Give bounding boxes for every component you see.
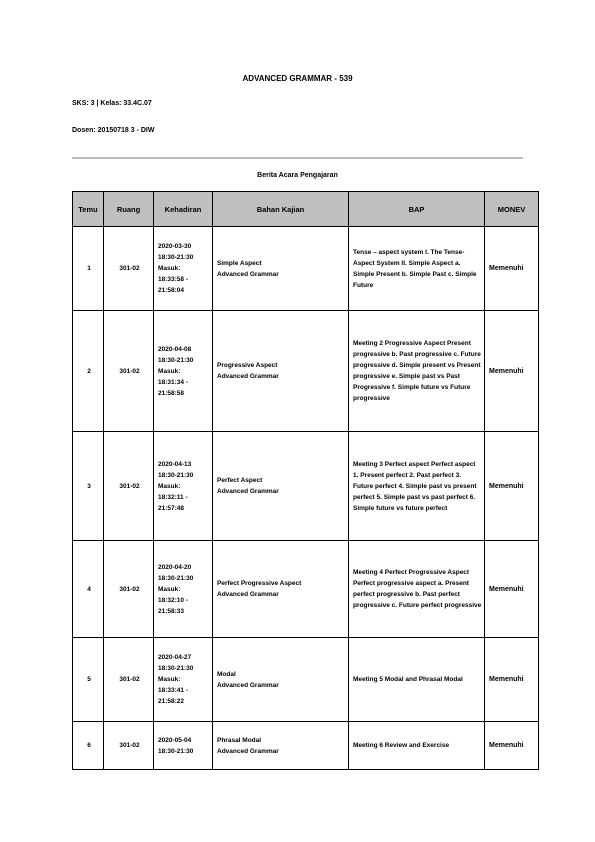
cell-bahan-kajian: Simple Aspect Advanced Grammar	[213, 227, 349, 311]
cell-kehadiran: 2020-04-08 18:30-21:30 Masuk: 18:31:34 - 21:58:58	[154, 311, 213, 432]
col-header-bap: BAP	[349, 192, 485, 227]
cell-kehadiran: 2020-04-20 18:30-21:30 Masuk: 18:32:10 - 21:58:33	[154, 541, 213, 638]
cell-kehadiran: 2020-05-04 18:30-21:30	[154, 722, 213, 770]
cell-monev: Memenuhi	[485, 227, 539, 311]
cell-kehadiran: 2020-03-30 18:30-21:30 Masuk: 18:33:58 - 21:58:04	[154, 227, 213, 311]
cell-ruang: 301-02	[104, 638, 154, 722]
cell-temu: 1	[73, 227, 104, 311]
cell-monev: Memenuhi	[485, 638, 539, 722]
table-row	[73, 722, 539, 770]
cell-bap: Meeting 3 Perfect aspect Perfect aspect 1. Present perfect 2. Past perfect 3. Future perfect 4. Simple past vs present perfect 5. Simple past vs past perfect 6. Simple future vs future perfect	[349, 432, 485, 541]
cell-temu: 6	[73, 722, 104, 770]
document-title: ADVANCED GRAMMAR - 539	[242, 74, 353, 83]
cell-monev: Memenuhi	[485, 432, 539, 541]
table-header-row	[73, 192, 539, 227]
cell-ruang: 301-02	[104, 541, 154, 638]
cell-bahan-kajian: Phrasal Modal Advanced Grammar	[213, 722, 349, 770]
cell-temu: 2	[73, 311, 104, 432]
table-row	[73, 432, 539, 541]
cell-monev: Memenuhi	[485, 311, 539, 432]
cell-kehadiran: 2020-04-13 18:30-21:30 Masuk: 18:32:11 - 21:57:48	[154, 432, 213, 541]
cell-ruang: 301-02	[104, 432, 154, 541]
col-header-monev: MONEV	[485, 192, 539, 227]
cell-bap: Tense – aspect system I. The Tense-Aspect System II. Simple Aspect a. Simple Present b. Simple Past c. Simple Future	[349, 227, 485, 311]
cell-bap: Meeting 6 Review and Exercise	[349, 722, 485, 770]
col-header-bahan-kajian: Bahan Kajian	[213, 192, 349, 227]
table-row	[73, 227, 539, 311]
cell-monev: Memenuhi	[485, 541, 539, 638]
cell-temu: 4	[73, 541, 104, 638]
col-header-temu: Temu	[73, 192, 104, 227]
col-header-kehadiran: Kehadiran	[154, 192, 213, 227]
sks-class-line: SKS: 3 | Kelas: 33.4C.07	[72, 100, 152, 107]
cell-ruang: 301-02	[104, 311, 154, 432]
table-caption: Berita Acara Pengajaran	[257, 172, 338, 179]
table-row	[73, 541, 539, 638]
cell-bahan-kajian: Modal Advanced Grammar	[213, 638, 349, 722]
cell-bahan-kajian: Progressive Aspect Advanced Grammar	[213, 311, 349, 432]
cell-ruang: 301-02	[104, 722, 154, 770]
table-row	[73, 638, 539, 722]
lecturer-line: Dosen: 20150718 3 - DIW	[72, 127, 155, 134]
table-row	[73, 311, 539, 432]
cell-bahan-kajian: Perfect Aspect Advanced Grammar	[213, 432, 349, 541]
cell-temu: 3	[73, 432, 104, 541]
cell-monev: Memenuhi	[485, 722, 539, 770]
cell-bap: Meeting 4 Perfect Progressive Aspect Perfect progressive aspect a. Present perfect progressive b. Past perfect progressive c. Future perfect progressive	[349, 541, 485, 638]
teaching-report-table	[72, 191, 539, 770]
cell-ruang: 301-02	[104, 227, 154, 311]
cell-bap: Meeting 2 Progressive Aspect Present progressive b. Past progressive c. Future progressive d. Simple present vs Present progressive e. Simple past vs Past Progressive f. Simple future vs Future progressive	[349, 311, 485, 432]
col-header-ruang: Ruang	[104, 192, 154, 227]
cell-temu: 5	[73, 638, 104, 722]
cell-bahan-kajian: Perfect Progressive Aspect Advanced Grammar	[213, 541, 349, 638]
cell-bap: Meeting 5 Modal and Phrasal Modal	[349, 638, 485, 722]
divider	[72, 157, 523, 159]
cell-kehadiran: 2020-04-27 18:30-21:30 Masuk: 18:33:41 - 21:58:22	[154, 638, 213, 722]
